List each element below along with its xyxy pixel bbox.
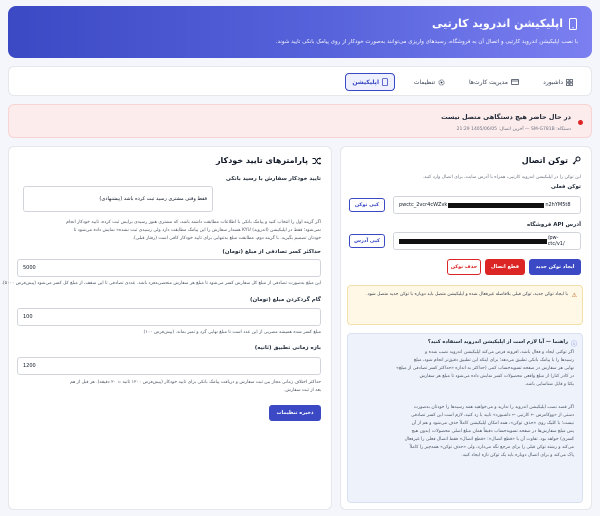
tab-card-management[interactable]: مدیریت کارت‌ها <box>463 73 525 91</box>
settings-card-header: پارامترهای تایید خودکار <box>216 156 321 165</box>
warning-text: با ایجاد توکن جدید، توکن قبلی بلافاصله غیرفعال شده و اپلیکیشن متصل باید دوباره با توکن جدید متصل شود. <box>366 292 568 297</box>
warning-icon: ⚠ <box>571 292 577 299</box>
delete-token-button[interactable]: حذف توکن <box>447 259 481 275</box>
tab-settings[interactable]: تنظیمات <box>408 73 451 91</box>
page-description: با نصب اپلیکیشن اندروید کارتیی و اتصال آن به فروشگاه، رسیدهای واریزی می‌توانند به‌صورت خودکار از روی پیامک بانکی تایید شوند. <box>275 39 578 45</box>
store-api-label: آدرس API فروشگاه <box>526 222 581 228</box>
tab-dashboard[interactable]: داشبورد <box>537 73 579 91</box>
auto-verify-select[interactable]: فقط وقتی مشتری رسید ثبت کرده باشد (پیشنهادی) <box>23 186 213 212</box>
guide-paragraph-1: اگر توکنی ایجاد و فعال باشد، افزونه فرض می‌کند اپلیکیشن اندروید نصب شده و رسیدها را با پیامک بانکی تطبیق می‌دهد؛ برای اینکه این تطبیق دقیق‌تر انجام شود، مبلغ نهایی هر سفارش در صفحه تسویه‌حساب کمی (حداکثر به اندازه «حداکثر کسر تصادفی از مبلغ» در کادر کنار) از مبلغ واقعی محصولات کسر نمایش داده می‌شود تا مبلغ هر سفارش یکتا و قابل شناسایی باشد. <box>396 350 574 387</box>
redacted-site-url <box>399 239 547 244</box>
redacted-token <box>448 203 544 208</box>
card-icon <box>511 79 519 85</box>
copy-address-button[interactable]: کپی آدرس <box>349 234 385 248</box>
status-subtitle: دستگاه: SM-G781B — آخرین اتصال: 1405/06/05 21:29 <box>456 127 571 132</box>
rounding-input[interactable]: 100 <box>17 308 321 326</box>
usage-guide <box>347 333 583 503</box>
connection-status-alert <box>8 104 592 138</box>
tab-application[interactable]: اپلیکیشن <box>345 73 395 91</box>
key-icon <box>572 156 581 165</box>
phone-icon <box>382 78 388 86</box>
copy-token-button[interactable]: کپی توکن <box>349 198 385 212</box>
new-token-warning <box>347 285 583 325</box>
max-random-help: این مبلغ به‌صورت تصادفی از مبلغ کل سفارش کسر می‌شود تا مبلغ هر سفارش منحصربه‌فرد باشد. عددی تصادفی تا این سقف، از مبلغ کل کسر می‌شود (پیش‌فرض ۵۰۰۰). <box>1 281 321 286</box>
api-address-field[interactable]: /pw-ctc/v1/ <box>393 232 581 250</box>
page-header <box>8 6 592 58</box>
current-token-label: توکن فعلی <box>550 184 581 190</box>
token-card <box>340 146 592 510</box>
dashboard-icon <box>566 79 573 86</box>
guide-title: راهنما — آیا لازم است از اپلیکیشن اندروید استفاده کنید؟ <box>427 339 568 345</box>
match-window-label: بازه زمانی تطبیق (ثانیه) <box>254 345 321 351</box>
disconnect-button[interactable]: قطع اتصال <box>485 259 525 275</box>
page-title: اپلیکیشن اندروید کارتیی <box>431 17 563 30</box>
guide-paragraph-2: اگر قصد نصب اپلیکیشن اندروید را ندارید و می‌خواهید همه رسیدها را خودتان به‌صورت دستی از «ووکامرس ← کارتیی ← داشبورد» تایید یا رد کنید، لازم است این کسر تصادفی نیست؛ با کلیک روی «حذف توکن»، همه امکان اپلیکیشن کاملاً حذف می‌شود و هم از آن پس مبلغ سفارش‌ها در صفحه تسویه‌حساب دقیقاً همان مبلغ اصلی محصولات (بدون هیچ کسری) خواهد بود. تفاوت آن با «قطع اتصال»: «قطع اتصال» فقط اتصال فعلی را غیرفعال می‌کند و رشته توکن قبلی را برای مرجع نگه می‌دارد، ولی «حذف توکن» همه‌چیز را کاملاً پاک می‌کند و برای اتصال دوباره باید یک توکن تازه ایجاد کنید. <box>404 405 574 458</box>
token-card-header: توکن اتصال <box>522 156 581 165</box>
match-window-input[interactable]: 1200 <box>17 357 321 375</box>
token-intro: این توکن را در اپلیکیشن اندروید کارتیی، همراه با آدرس سایت، برای اتصال وارد کنید. <box>422 175 581 180</box>
gear-icon <box>438 79 445 86</box>
max-random-input[interactable]: 5000 <box>17 259 321 277</box>
shuffle-icon <box>312 157 321 165</box>
info-icon: ⓘ <box>570 341 577 348</box>
status-dot <box>578 120 583 125</box>
match-window-help: حداکثر اختلاف زمانی مجاز بین ثبت سفارش و دریافت پیامک بانکی برای تایید خودکار (پیش‌فرض ۱۲۰۰ ثانیه = ۲۰ دقیقه). هر قبل از هم بعد از ثبت سفارش. <box>69 380 321 393</box>
rounding-label: گام گردکردن مبلغ (تومان) <box>250 297 321 303</box>
status-title: در حال حاضر هیچ دستگاهی متصل نیست <box>441 113 571 121</box>
auto-verify-help: اگر گزینه اول را انتخاب کنید و پیامک بانکی با اطلاعات مطابقت داشته باشد، که مشتری هنوز رسیدی برایش ثبت کرده، تایید خودکار انجام نمی‌شود؛ فقط در اپلیکیشن (اندروید) KYU هشدار سفارش را این پیامک مطابقت دارد ولی رسیدی ثبت نشده» نمایش داده می‌شود تا خودتان تصمیم بگیرید. با گزینه دوم، مطابقت مبلغ به‌تنهایی برای تایید خودکار کافی است (رفتار قبلی). <box>66 220 321 241</box>
main-tabs <box>8 66 592 96</box>
rounding-help: مبلغ کسر شده همیشه مضربی از این عدد است تا مبلغ نهایی گرد و تمیز بماند. (پیش‌فرض ۱۰۰) <box>143 330 321 335</box>
phone-icon <box>568 18 578 30</box>
token-field[interactable]: pwctc_2vcr4cWZvk n2hYM5t8 <box>393 196 581 214</box>
save-settings-button[interactable]: ذخیره تنظیمات <box>269 405 321 421</box>
auto-verify-label: تایید خودکار سفارش با رسید بانکی <box>225 176 321 182</box>
max-random-label: حداکثر کسر تصادفی از مبلغ (تومان) <box>222 249 321 255</box>
new-token-button[interactable]: ایجاد توکن جدید <box>529 259 581 275</box>
settings-card <box>1 146 332 510</box>
